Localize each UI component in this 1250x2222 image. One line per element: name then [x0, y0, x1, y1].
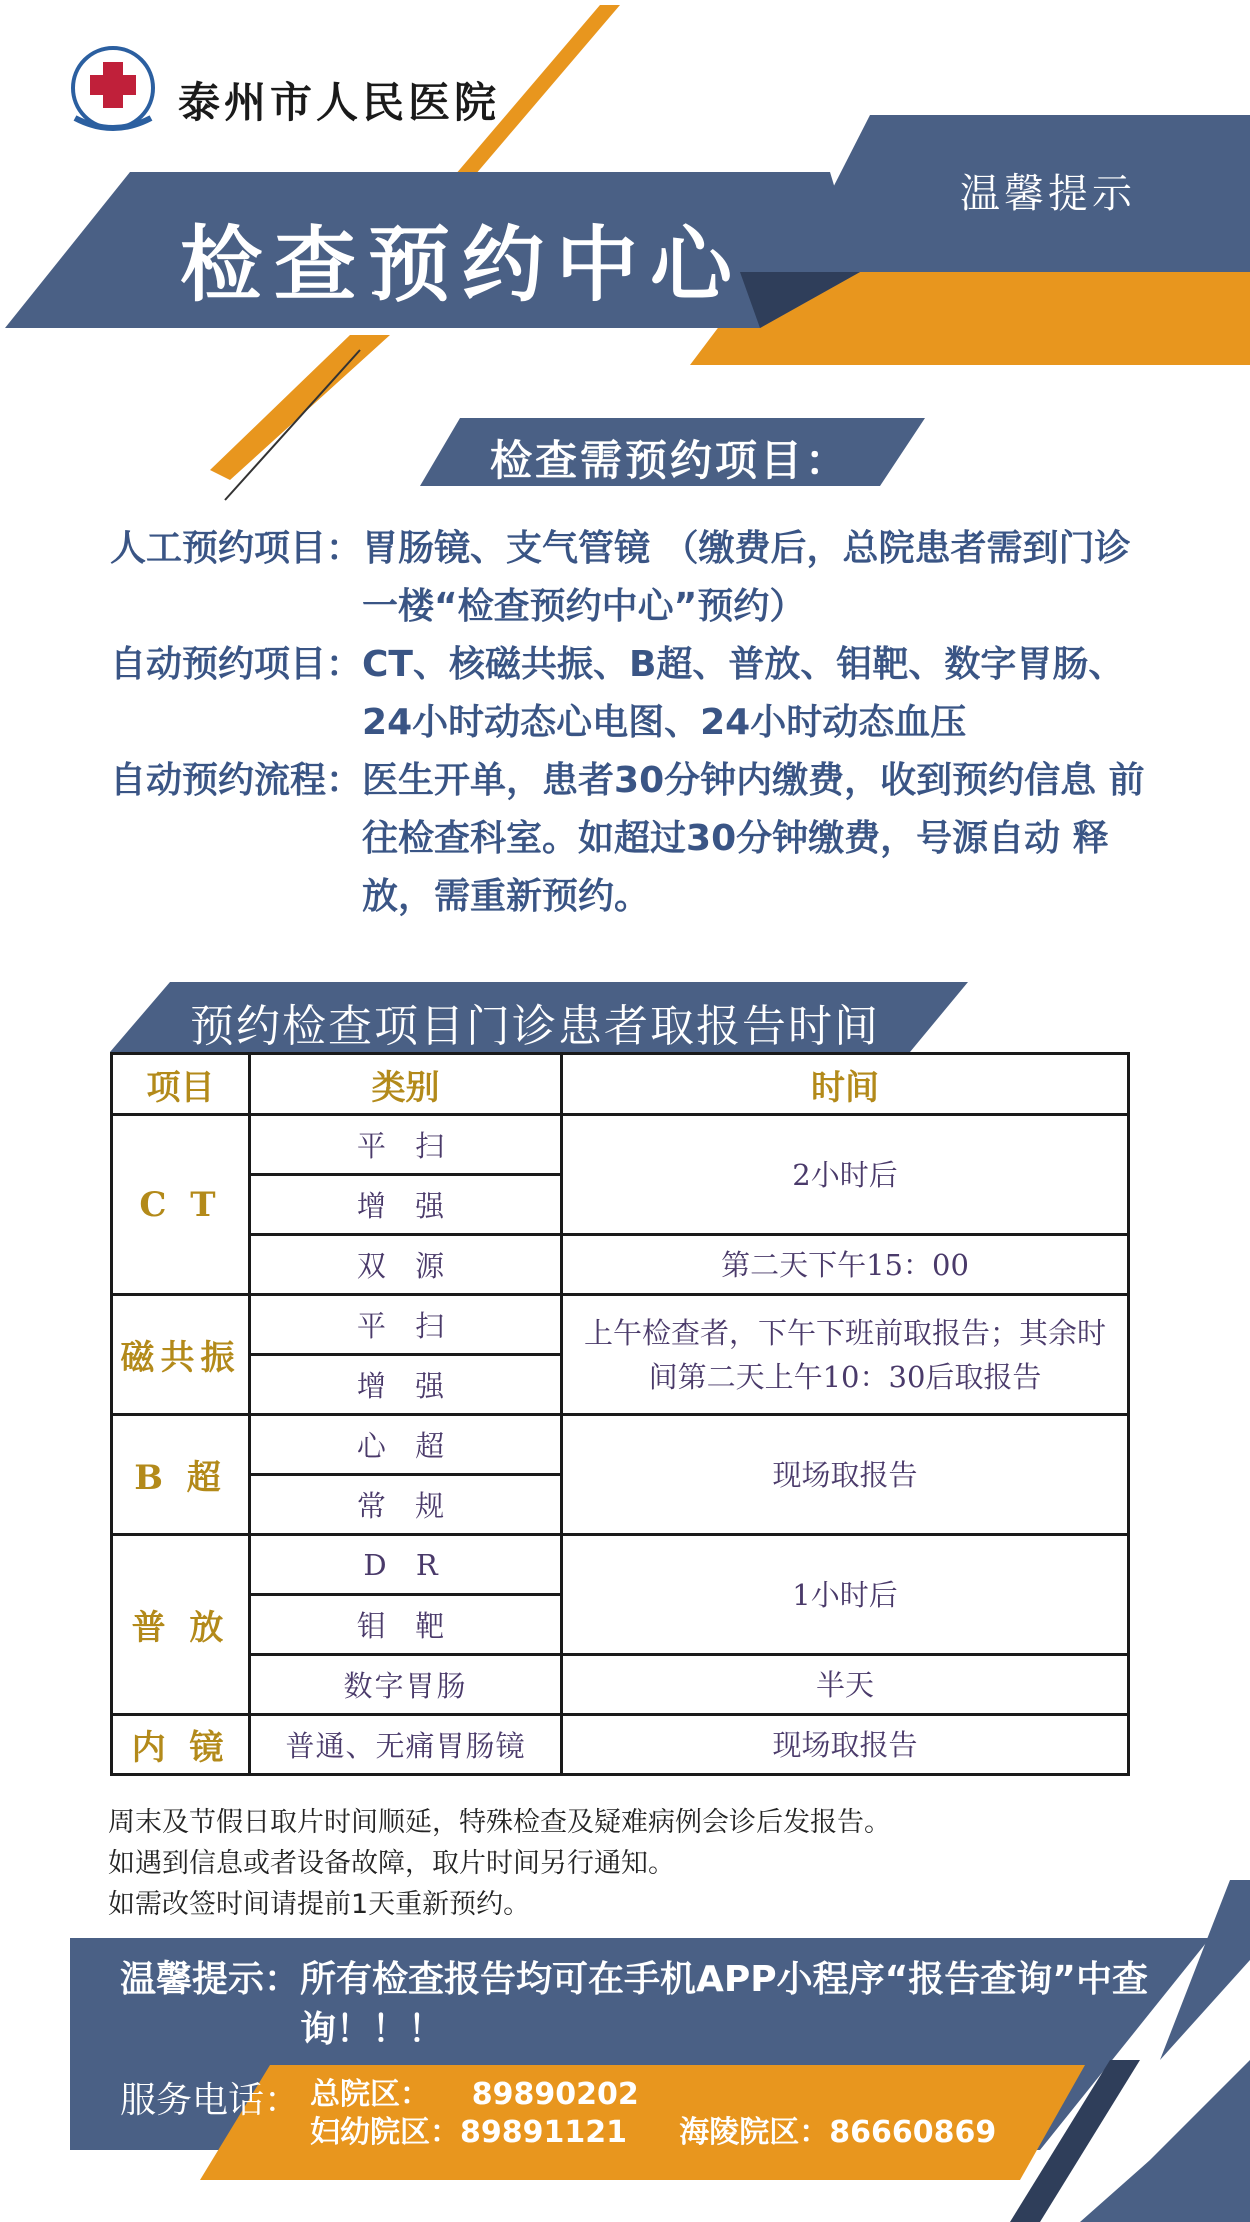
table-row: [112, 1415, 1129, 1475]
sub-ct-dual: 双 源: [250, 1235, 562, 1295]
center-title: 检查预约中心: [180, 218, 745, 313]
sub-endo: 普通、无痛胃肠镜: [250, 1715, 562, 1775]
hospital-logo-icon: [73, 48, 153, 128]
sub-mri-enhanced: 增 强: [250, 1355, 562, 1415]
phone-label: 服务电话：: [120, 2080, 301, 2121]
report-time-table: [110, 1052, 1130, 1776]
info-value: 医生开单，患者30分钟内缴费，收到预约信息 前往检查科室。如超过30分钟缴费，号源自动 释放，需重新预约。: [362, 760, 1145, 917]
table-row: [112, 1295, 1129, 1355]
table-row: [112, 1715, 1129, 1775]
phone-line: 总院区： 89890202: [310, 2077, 639, 2112]
sub-us-cardiac: 心 超: [250, 1415, 562, 1475]
info-row-auto: [110, 636, 1150, 752]
sub-xr-dr: D R: [250, 1535, 562, 1595]
table-row: [112, 1115, 1129, 1175]
col-header-item: 项目: [112, 1054, 250, 1115]
tip-label: 温馨提示: [960, 171, 1136, 217]
info-value: 胃肠镜、支气管镜 （缴费后，总院患者需到门诊一楼“检查预约中心”预约）: [362, 528, 1131, 627]
table-row: [112, 1535, 1129, 1595]
info-label: 自动预约流程：: [110, 760, 363, 801]
info-value: CT、核磁共振、B超、普放、钼靶、数字胃肠、24小时动态心电图、24小时动态血压: [362, 644, 1125, 743]
thin-diagonal-line: [225, 350, 360, 500]
cat-mri: 磁共振: [112, 1295, 250, 1415]
cat-ct: C T: [112, 1115, 250, 1295]
table-title: 预约检查项目门诊患者取报告时间: [190, 1001, 880, 1052]
notes: [108, 1802, 891, 1925]
note-line: 如需改签时间请提前1天重新预约。: [108, 1889, 531, 1920]
col-header-category: 类别: [250, 1054, 562, 1115]
info-row-manual: [110, 520, 1150, 636]
time-ct-1: 2小时后: [562, 1115, 1129, 1235]
warm-tip-label: 温馨提示：: [120, 1959, 301, 2000]
warm-tip: [120, 1955, 1160, 2055]
info-row-process: [110, 752, 1150, 926]
time-us: 现场取报告: [562, 1415, 1129, 1535]
time-endo: 现场取报告: [562, 1715, 1129, 1775]
sub-us-routine: 常 规: [250, 1475, 562, 1535]
phone-numbers: [310, 2076, 996, 2152]
hospital-name: 泰州市人民医院: [178, 78, 501, 127]
cat-ultrasound: B 超: [112, 1415, 250, 1535]
sub-mri-plain: 平 扫: [250, 1295, 562, 1355]
appointment-info: [110, 520, 1150, 926]
sub-xr-mammo: 钼 靶: [250, 1595, 562, 1655]
sub-xr-gi: 数字胃肠: [250, 1655, 562, 1715]
sub-ct-plain: 平 扫: [250, 1115, 562, 1175]
orange-stripe-lower: [210, 335, 390, 480]
section-title: 检查需预约项目：: [490, 436, 851, 485]
info-label: 人工预约项目：: [110, 528, 363, 569]
cat-xray: 普 放: [112, 1535, 250, 1715]
table-row: [112, 1655, 1129, 1715]
table-header-row: [112, 1054, 1129, 1115]
sub-ct-enhanced: 增 强: [250, 1175, 562, 1235]
col-header-time: 时间: [562, 1054, 1129, 1115]
time-xr-1: 1小时后: [562, 1535, 1129, 1655]
time-ct-2: 第二天下午15：00: [562, 1235, 1129, 1295]
table-row: [112, 1235, 1129, 1295]
info-label: 自动预约项目：: [110, 644, 363, 685]
warm-tip-text: 所有检查报告均可在手机APP小程序“报告查询”中查询！！！: [300, 1959, 1148, 2050]
note-line: 周末及节假日取片时间顺延，特殊检查及疑难病例会诊后发报告。: [108, 1807, 891, 1838]
time-xr-2: 半天: [562, 1655, 1129, 1715]
phone-line: 妇幼院区：89891121 海陵院区：86660869: [310, 2115, 997, 2150]
note-line: 如遇到信息或者设备故障，取片时间另行通知。: [108, 1848, 675, 1879]
cat-endoscopy: 内 镜: [112, 1715, 250, 1775]
time-mri: 上午检查者，下午下班前取报告；其余时间第二天上午10：30后取报告: [562, 1295, 1129, 1415]
